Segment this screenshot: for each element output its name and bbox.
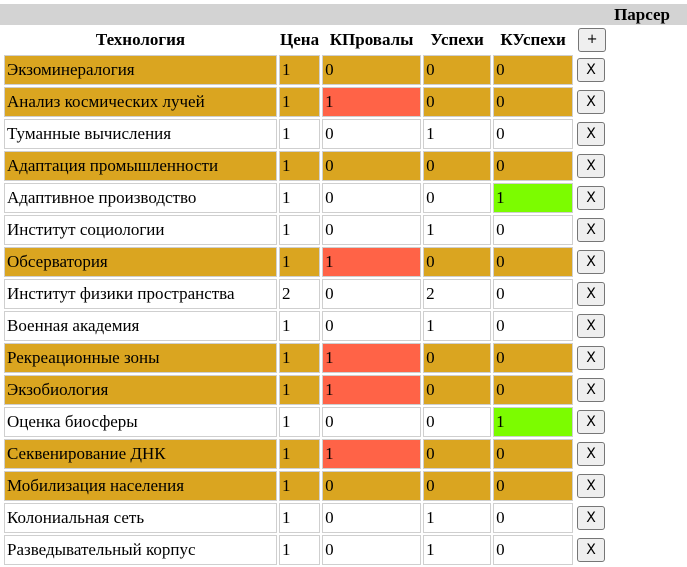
cell-kfails: 1 [322,87,421,117]
table-row [4,183,609,213]
cell-technology-name: Анализ космических лучей [4,87,277,117]
cell-actions [575,279,609,309]
cell-technology-name: Военная академия [4,311,277,341]
cell-successes: 0 [423,407,491,437]
cell-price: 1 [279,55,320,85]
table-row [4,343,609,373]
page-title: Парсер [614,5,670,24]
cell-kfails: 0 [322,55,421,85]
cell-successes: 1 [423,215,491,245]
technology-table [2,25,611,567]
cell-actions [575,183,609,213]
cell-price: 2 [279,279,320,309]
cell-actions [575,87,609,117]
cell-technology-name: Разведывательный корпус [4,535,277,565]
add-row-button[interactable]: + [578,28,606,52]
cell-kfails: 1 [322,343,421,373]
delete-row-button[interactable]: X [577,282,605,306]
cell-ksuccesses: 1 [493,407,573,437]
cell-kfails: 0 [322,279,421,309]
table-row [4,535,609,565]
cell-technology-name: Рекреационные зоны [4,343,277,373]
cell-price: 1 [279,439,320,469]
cell-actions [575,247,609,277]
column-header-kfails: КПровалы [329,30,414,49]
delete-row-button[interactable]: X [577,410,605,434]
column-header-actions [575,27,609,53]
column-header-ksuccesses: КУспехи [500,30,566,49]
cell-ksuccesses: 0 [493,535,573,565]
table-row [4,119,609,149]
cell-actions [575,151,609,181]
cell-price: 1 [279,215,320,245]
cell-ksuccesses: 0 [493,439,573,469]
cell-actions [575,215,609,245]
cell-actions [575,55,609,85]
cell-kfails: 0 [322,535,421,565]
cell-ksuccesses: 0 [493,471,573,501]
header-bar [0,4,687,25]
table-row [4,503,609,533]
cell-actions [575,311,609,341]
delete-row-button[interactable]: X [577,314,605,338]
cell-ksuccesses: 0 [493,311,573,341]
cell-technology-name: Экзобиология [4,375,277,405]
cell-kfails: 1 [322,375,421,405]
cell-kfails: 0 [322,471,421,501]
cell-price: 1 [279,247,320,277]
delete-row-button[interactable]: X [577,186,605,210]
cell-kfails: 0 [322,503,421,533]
cell-technology-name: Мобилизация населения [4,471,277,501]
table-body [4,55,609,565]
cell-ksuccesses: 0 [493,87,573,117]
cell-successes: 0 [423,183,491,213]
cell-ksuccesses: 0 [493,119,573,149]
cell-kfails: 0 [322,151,421,181]
cell-price: 1 [279,471,320,501]
column-header-successes: Успехи [430,30,484,49]
cell-price: 1 [279,183,320,213]
cell-actions [575,471,609,501]
cell-ksuccesses: 0 [493,375,573,405]
delete-row-button[interactable]: X [577,442,605,466]
column-header-technology: Технология [95,30,186,49]
cell-ksuccesses: 0 [493,343,573,373]
cell-successes: 1 [423,503,491,533]
delete-row-button[interactable]: X [577,218,605,242]
table-row [4,439,609,469]
cell-ksuccesses: 0 [493,279,573,309]
cell-price: 1 [279,375,320,405]
cell-actions [575,375,609,405]
cell-actions [575,119,609,149]
cell-actions [575,439,609,469]
cell-successes: 2 [423,279,491,309]
cell-successes: 0 [423,471,491,501]
cell-ksuccesses: 0 [493,247,573,277]
delete-row-button[interactable]: X [577,506,605,530]
table-row [4,215,609,245]
cell-actions [575,407,609,437]
cell-price: 1 [279,119,320,149]
delete-row-button[interactable]: X [577,90,605,114]
cell-successes: 1 [423,119,491,149]
cell-successes: 0 [423,87,491,117]
table-row [4,87,609,117]
cell-price: 1 [279,535,320,565]
table-row [4,407,609,437]
delete-row-button[interactable]: X [577,154,605,178]
cell-technology-name: Адаптивное производство [4,183,277,213]
table-row [4,471,609,501]
cell-technology-name: Институт социологии [4,215,277,245]
cell-kfails: 1 [322,439,421,469]
column-header-price: Цена [280,30,320,49]
cell-price: 1 [279,503,320,533]
cell-kfails: 0 [322,407,421,437]
cell-technology-name: Колониальная сеть [4,503,277,533]
cell-technology-name: Секвенирование ДНК [4,439,277,469]
cell-successes: 0 [423,343,491,373]
cell-successes: 1 [423,535,491,565]
cell-price: 1 [279,151,320,181]
cell-actions [575,503,609,533]
table-row [4,311,609,341]
table-row [4,247,609,277]
table-header-row [4,27,609,53]
cell-technology-name: Институт физики пространства [4,279,277,309]
cell-technology-name: Адаптация промышленности [4,151,277,181]
cell-technology-name: Туманные вычисления [4,119,277,149]
cell-technology-name: Оценка биосферы [4,407,277,437]
delete-row-button[interactable]: X [577,346,605,370]
cell-kfails: 0 [322,311,421,341]
cell-ksuccesses: 0 [493,151,573,181]
delete-row-button[interactable]: X [577,122,605,146]
cell-price: 1 [279,407,320,437]
cell-successes: 1 [423,311,491,341]
cell-ksuccesses: 0 [493,55,573,85]
cell-ksuccesses: 0 [493,503,573,533]
table-row [4,375,609,405]
cell-successes: 0 [423,439,491,469]
cell-kfails: 1 [322,247,421,277]
cell-price: 1 [279,343,320,373]
cell-technology-name: Экзоминералогия [4,55,277,85]
delete-row-button[interactable]: X [577,58,605,82]
table-row [4,55,609,85]
cell-actions [575,535,609,565]
cell-successes: 0 [423,55,491,85]
cell-successes: 0 [423,375,491,405]
cell-kfails: 0 [322,183,421,213]
cell-technology-name: Обсерватория [4,247,277,277]
delete-row-button[interactable]: X [577,538,605,562]
table-row [4,279,609,309]
cell-price: 1 [279,87,320,117]
cell-kfails: 0 [322,215,421,245]
cell-successes: 0 [423,247,491,277]
cell-kfails: 0 [322,119,421,149]
cell-actions [575,343,609,373]
cell-ksuccesses: 0 [493,215,573,245]
cell-price: 1 [279,311,320,341]
delete-row-button[interactable]: X [577,250,605,274]
table-row [4,151,609,181]
delete-row-button[interactable]: X [577,378,605,402]
cell-successes: 0 [423,151,491,181]
delete-row-button[interactable]: X [577,474,605,498]
cell-ksuccesses: 1 [493,183,573,213]
